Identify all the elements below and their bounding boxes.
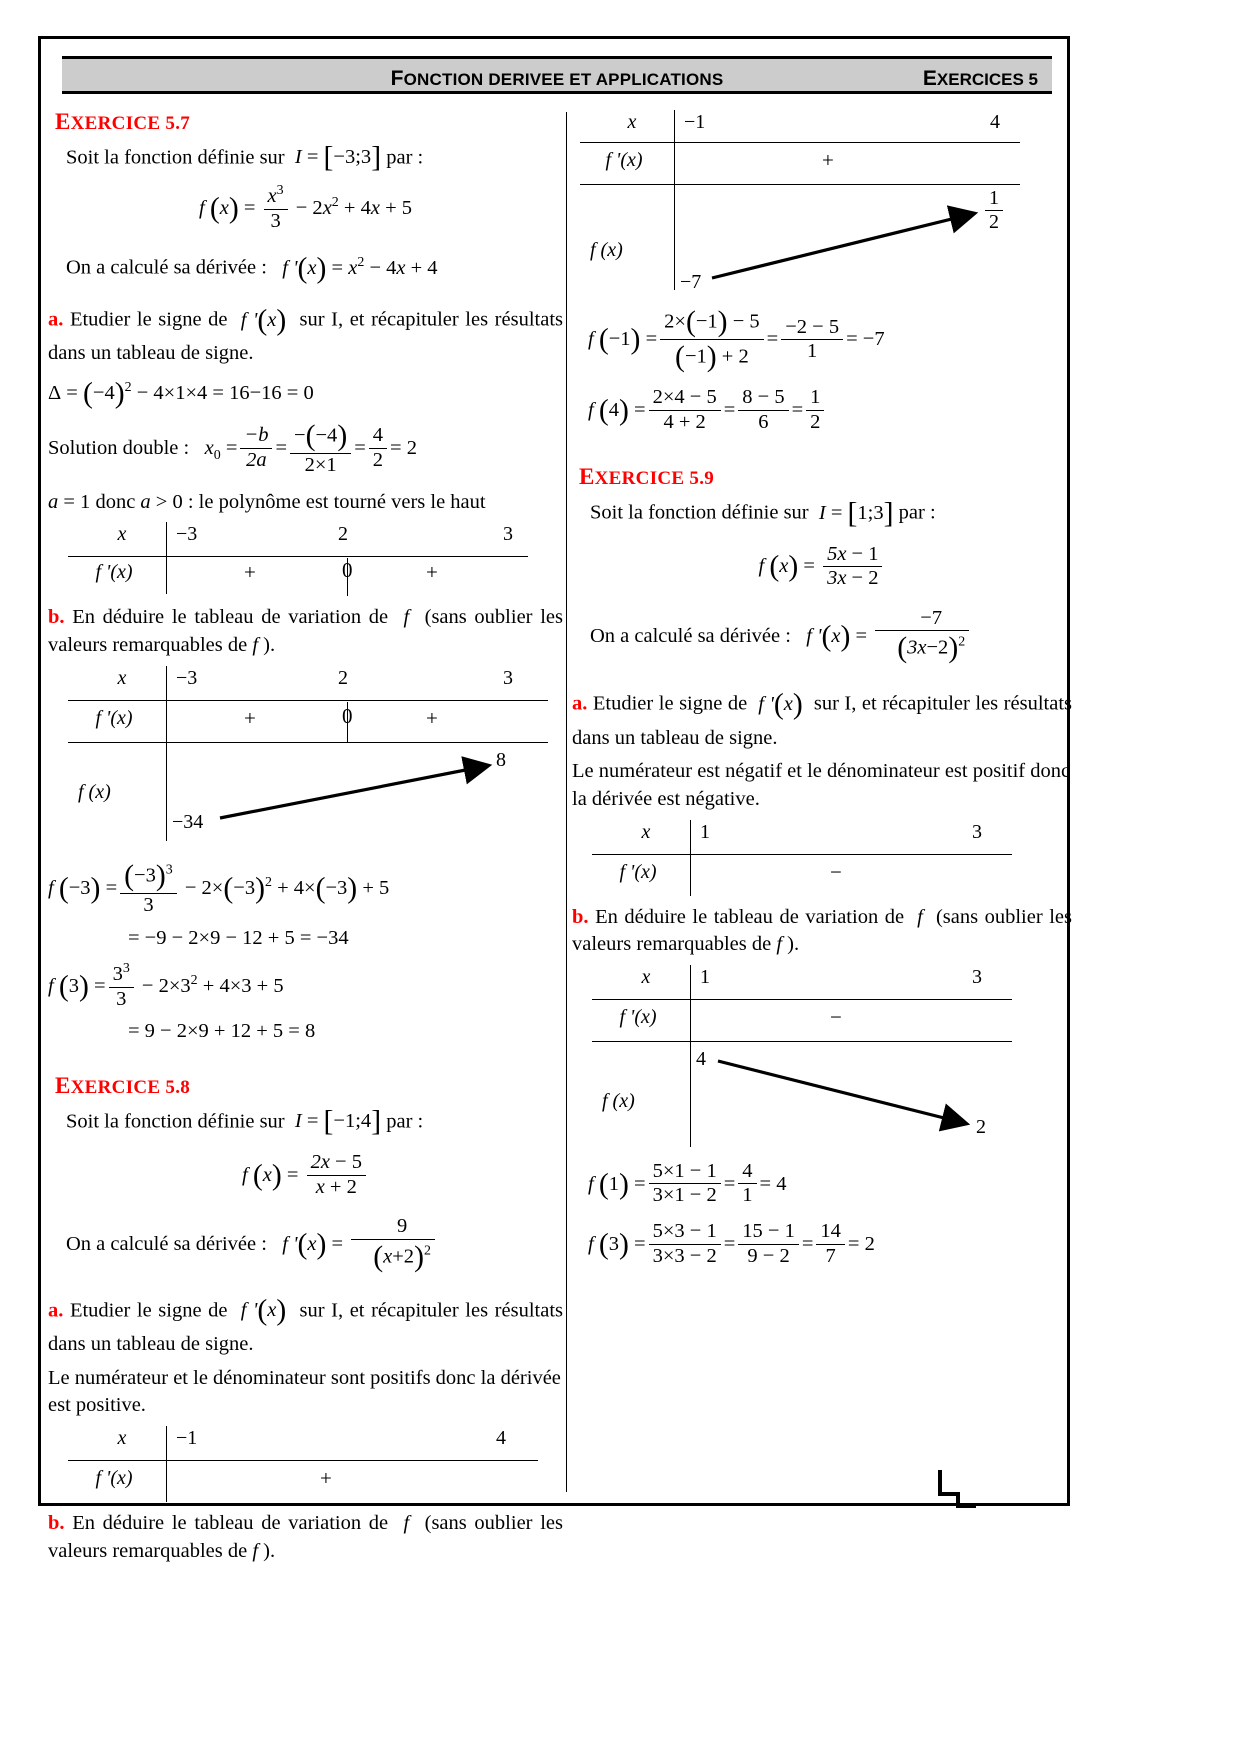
var-table-fprime-label: f '(x): [95, 706, 133, 729]
ex58-intro-line: [48, 1102, 563, 1142]
ex58-sign-reason: Le numérateur et le dénominateur sont positifs donc la dérivée est positive.: [48, 1366, 561, 1417]
ex59-sign-x-label: x: [641, 820, 651, 843]
header-title-rest: ONCTION DERIVEE ET APPLICATIONS: [403, 70, 724, 89]
page-header: [62, 56, 1052, 94]
ex59-sign-hline: [592, 854, 1012, 855]
ex57-par-text: par :: [386, 146, 424, 169]
exercise-58-title: [55, 1074, 563, 1097]
ex59-var-sign-0: −: [830, 1004, 842, 1029]
ex59-sign-vline: [690, 820, 691, 896]
header-right-rest: XERCICES 5: [936, 70, 1038, 89]
ex57-solution-expr: $x_0$ = $\frac{-b}{2a}$ = $\frac{-(-4)}{2\times 1}$ = $\frac{4}{2}$ = 2: [194, 420, 417, 477]
ex58-var-arrow-increasing: [572, 110, 1042, 300]
ex59-question-a: a. Etudier le signe de f '(x) sur I, et récapituler les résultats dans un tableau de signe.: [572, 688, 1072, 749]
ex59-sign-x-val-0: 1: [700, 820, 710, 843]
ex58-question-b: b. En déduire le tableau de variation de f (sans oublier les valeurs remarquables de f ).: [48, 1511, 563, 1562]
ex59-formula: f (x) = $\frac{5x - 1}{3x - 2}$: [572, 544, 1072, 592]
var-table-x-val-0: −3: [176, 666, 198, 689]
ex59-question-b: b. En déduire le tableau de variation de f (sans oublier les valeurs remarquables de f ).: [572, 905, 1072, 956]
ex59-title-rest: XERCICE 5.9: [594, 468, 715, 490]
var-table-start-value: −34: [172, 810, 204, 833]
ex59-qb-label: b.: [572, 905, 589, 928]
ex57-qb-label: b.: [48, 606, 65, 629]
sign-table-sign-1: 0: [342, 558, 353, 583]
ex57-solution-label: Solution double :: [48, 437, 190, 460]
ex59-title-initial: E: [579, 464, 595, 490]
ex59-var-end-value: 2: [976, 1115, 986, 1138]
sign-table-x-label: x: [117, 523, 127, 546]
header-exercise-number: [923, 67, 1038, 91]
sign-table-zero-vline: [347, 558, 348, 596]
ex59-var-x-val-1: 3: [972, 965, 982, 988]
ex58-sign-x-val-0: −1: [176, 1426, 198, 1449]
ex57-variation-table: [48, 666, 563, 846]
ex59-sign-x-val-1: 3: [972, 820, 982, 843]
sign-table-x-val-1: 2: [338, 523, 348, 546]
ex59-calc-f3: f (3) = $\frac{5\times 3 - 1}{3\times 3 - 2}$ = $\frac{15 - 1}{9 - 2}$ = $\frac{14}{7}$ = 2: [588, 1220, 875, 1267]
ex57-calc-fm3-result: = −9 − 2×9 − 12 + 5 = −34: [128, 926, 349, 949]
ex58-var-f-label: f (x): [590, 239, 623, 261]
ex58-formula: f (x) = $\frac{2x - 5}{x + 2}$: [48, 1152, 563, 1200]
ex58-var-end-value: $\frac{1}{2}$: [982, 188, 1006, 235]
ex58-qa-label: a.: [48, 1299, 64, 1322]
ex58-variation-table: [572, 110, 1072, 300]
ex58-sign-fprime-label: f '(x): [95, 1466, 133, 1489]
header-title: [62, 67, 1052, 91]
sign-table-hline-top: [68, 556, 528, 557]
var-table-x-val-1: 2: [338, 666, 348, 689]
ex58-sign-sign-0: +: [320, 1465, 332, 1490]
ex58-sign-x-val-1: 4: [496, 1426, 506, 1449]
ex58-sign-hline: [68, 1460, 538, 1461]
ex59-sign-sign-0: −: [830, 859, 842, 884]
var-table-f-label: f (x): [78, 780, 111, 803]
ex57-derivative-intro: On a calculé sa dérivée :: [66, 256, 267, 279]
ex57-question-a: a. Etudier le signe de f '(x) sur I, et récapituler les résultats dans un tableau de signe.: [48, 304, 563, 365]
ex59-par-text: par :: [898, 501, 936, 524]
ex57-sign-table: [48, 522, 563, 598]
ex57-interval: I = [−3;3]: [289, 142, 382, 174]
ex57-derivative-expr: f '$(x) = x^2 - 4x + 4$: [272, 252, 438, 285]
ex59-sign-reason: Le numérateur est négatif et le dénominateur est positif donc la dérivée est négative.: [572, 760, 1071, 810]
ex58-derivative-line: [48, 1216, 563, 1275]
ex59-calc-f1: f (1) = $\frac{5\times 1 - 1}{3\times 1 - 2}$ = $\frac{4}{1}$ = 4: [588, 1159, 787, 1207]
ex57-derivative-line: [48, 248, 563, 288]
ex58-title-initial: E: [55, 1072, 71, 1098]
ex58-sign-vline: [166, 1426, 167, 1502]
ex57-title-initial: E: [55, 109, 71, 134]
ex59-sign-fprime-label: f '(x): [619, 860, 657, 883]
var-table-x-val-2: 3: [503, 666, 513, 689]
ex59-var-f-label: f (x): [602, 1089, 635, 1112]
ex59-derivative-line: [572, 608, 1072, 667]
ex59-derivative-intro: On a calculé sa dérivée :: [590, 624, 791, 647]
ex59-var-x-val-0: 1: [700, 965, 710, 988]
ex58-interval: I = [−1;4]: [289, 1105, 382, 1138]
exercise-59-title: [579, 465, 1072, 488]
ex59-var-start-value: 4: [696, 1047, 706, 1070]
ex59-var-x-label: x: [641, 965, 651, 988]
ex57-title-rest: XERCICE 5.7: [70, 113, 191, 134]
ex59-qa-label: a.: [572, 692, 588, 715]
ex58-sign-x-label: x: [117, 1426, 127, 1449]
ex59-interval: I = [1;3]: [813, 497, 894, 530]
ex59-sign-table: [572, 820, 1072, 898]
ex57-conclusion: a = 1 donc a > 0 : le polynôme est tourné vers le haut: [48, 490, 486, 513]
exercise-57-title: [55, 110, 563, 133]
sign-table-x-val-2: 3: [503, 523, 513, 546]
ex58-derivative-intro: On a calculé sa dérivée :: [66, 1233, 267, 1256]
var-table-sign-0: +: [244, 705, 256, 730]
ex58-sign-table: [48, 1426, 563, 1504]
sign-table-sign-2: +: [426, 560, 438, 585]
ex58-calc-fm1: f (−1) = $\frac{2\times(-1) - 5}{(-1) + 2}$ = $\frac{-2 - 5}{1}$ = −7: [588, 306, 885, 374]
ex58-var-start-value: −7: [680, 271, 702, 293]
ex59-intro-line: [572, 493, 1072, 533]
var-table-x-label: x: [117, 666, 127, 689]
ex58-title-rest: XERCICE 5.8: [70, 1076, 191, 1098]
ex58-calc-f4: f (4) = $\frac{2\times 4 - 5}{4 + 2}$ = $\frac{8 - 5}{6}$ = $\frac{1}{2}$: [588, 387, 1072, 435]
header-right-initial: E: [922, 67, 937, 90]
ex58-question-a: a. Etudier le signe de f '(x) sur I, et récapituler les résultats dans un tableau de signe.: [48, 1294, 563, 1355]
corner-mark-icon: [938, 1468, 978, 1508]
ex59-variation-table: [572, 965, 1072, 1155]
header-title-initial: F: [390, 67, 404, 90]
ex58-intro-text: Soit la fonction définie sur: [66, 1110, 285, 1133]
ex58-var-fprime-label: f '(x): [605, 149, 643, 171]
ex57-calc-f3: f (3) = $\frac{3^3}{3}$ − $2\times 3^2 + 4\times 3 + 5$: [48, 961, 284, 1010]
ex58-var-x-label: x: [627, 111, 637, 133]
ex58-var-x-val-0: −1: [684, 111, 706, 133]
ex59-derivative-expr: f '(x) = $\frac{-7}{(3x-2)^2}$: [796, 625, 972, 647]
ex57-formula: f (x) = $\frac{x^3}{3}$ − $2x^2 + 4x + 5$: [198, 183, 412, 232]
sign-table-fprime-label: f '(x): [95, 561, 133, 584]
var-table-sign-1: 0: [342, 703, 353, 728]
ex57-discriminant: $\Delta = (-4)^2 - 4\times 1\times 4 = 16-16 = 0$: [48, 377, 314, 410]
ex59-var-arrow-decreasing: [572, 965, 1042, 1155]
ex57-intro-line: [48, 138, 563, 178]
left-column: [48, 110, 563, 1571]
ex57-calc-f3-result: = 9 − 2×9 + 12 + 5 = 8: [128, 1020, 316, 1043]
sign-table-sign-0: +: [244, 560, 256, 585]
ex58-par-text: par :: [386, 1110, 424, 1133]
ex58-var-x-val-1: 4: [990, 111, 1000, 133]
ex57-intro-text: Soit la fonction définie sur: [66, 146, 285, 169]
sign-table-x-val-0: −3: [176, 523, 198, 546]
ex58-var-sign-0: +: [822, 148, 834, 172]
ex58-qb-label: b.: [48, 1511, 65, 1534]
ex59-var-fprime-label: f '(x): [619, 1005, 657, 1028]
var-table-end-value: 8: [496, 748, 506, 771]
right-column: [572, 110, 1072, 1275]
ex59-intro-text: Soit la fonction définie sur: [590, 501, 809, 524]
var-table-arrow-increasing: [48, 666, 568, 846]
sign-table-vline: [166, 522, 167, 594]
ex58-derivative-expr: f '(x) = $\frac{9}{(x+2)^2}$: [272, 1233, 438, 1255]
ex57-solution: [48, 420, 563, 479]
ex57-question-b: b. En déduire le tableau de variation de f (sans oublier les valeurs remarquables de f ).: [48, 606, 563, 657]
ex57-qa-label: a.: [48, 308, 64, 331]
ex57-calc-fm3: f (−3) = $\frac{(-3)^3}{3}$ − $2\times(-3)^2 + 4\times(-3) + 5$: [48, 859, 390, 916]
var-table-sign-2: +: [426, 705, 438, 730]
